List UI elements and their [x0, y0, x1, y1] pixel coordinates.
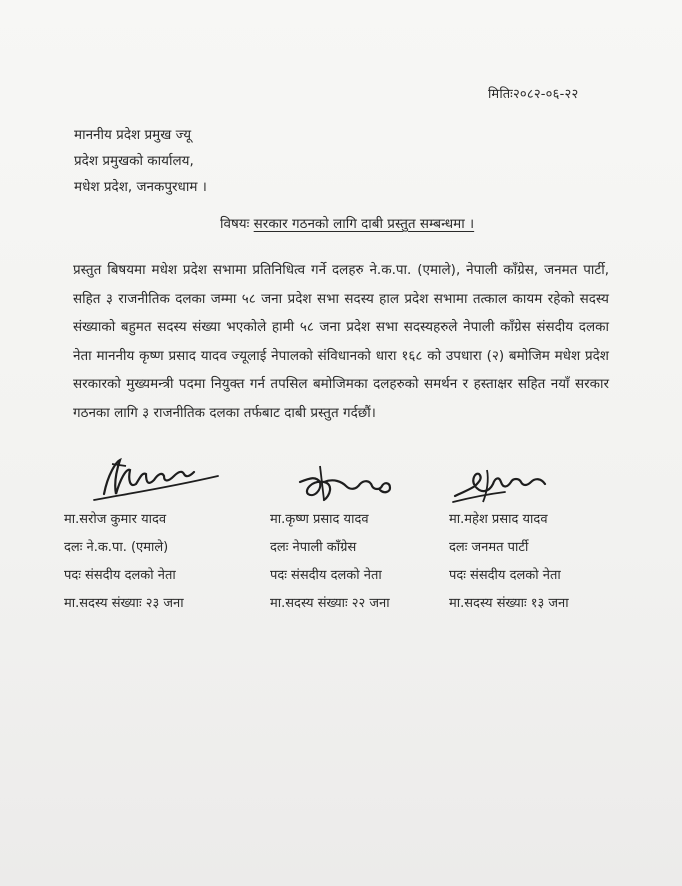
signatory-block	[64, 458, 184, 618]
recipient-line: माननीय प्रदेश प्रमुख ज्यू	[74, 127, 192, 143]
signatory-block	[449, 458, 569, 618]
signatory-members: मा.सदस्य संख्याः २२ जना	[270, 596, 390, 611]
signatory-members: मा.सदस्य संख्याः २३ जना	[64, 596, 184, 611]
signatory-party: दलः जनमत पार्टी	[449, 540, 529, 555]
letter-body: प्रस्तुत बिषयमा मधेश प्रदेश सभामा प्रतिनिधित्व गर्ने दलहरु ने.क.पा. (एमाले), नेपाली काँग्रेस, जनमत पार्टी, सहित ३ राजनीतिक दलका जम्मा ५८ जना प्रदेश सभा सदस्य हाल प्रदेश सभामा तत्काल कायम रहेको सदस्य संख्याको बहुमत सदस्य संख्या भएकोले हामी ५८ जना प्रदेश सभा सदस्यहरुले नेपाली काँग्रेस संसदीय दलका नेता माननीय कृष्ण प्रसाद यादव ज्यूलाई नेपालको संविधानको धारा १६८ को उपधारा (२) बमोजिम मधेश प्रदेश सरकारको मुख्यमन्त्री पदमा नियुक्त गर्न तपसिल बमोजिमका दलहरुको समर्थन र हस्ताक्षर सहित नयाँ सरकार गठनका लागि ३ राजनीतिक दलका तर्फबाट दाबी प्रस्तुत गर्दछौं।	[73, 262, 609, 421]
signature-image	[449, 458, 569, 506]
signatory-party: दलः ने.क.पा. (एमाले)	[64, 540, 169, 555]
recipient-line: प्रदेश प्रमुखको कार्यालय,	[74, 153, 194, 169]
signatory-name: मा.महेश प्रसाद यादव	[449, 512, 548, 527]
recipient-line: मधेश प्रदेश, जनकपुरधाम ।	[74, 179, 207, 195]
signature-image	[270, 458, 390, 506]
signature-image	[64, 458, 184, 506]
subject-label: विषयः	[220, 216, 250, 232]
recipient-address	[74, 122, 207, 200]
letter-date: मितिः२०८२-०६-२२	[488, 87, 579, 102]
signatory-post: पदः संसदीय दलको नेता	[64, 568, 176, 583]
signatory-name: मा.सरोज कुमार यादव	[64, 512, 167, 527]
signatory-party: दलः नेपाली काँग्रेस	[270, 540, 357, 555]
subject-line	[220, 214, 474, 232]
subject-text: सरकार गठनको लागि दाबी प्रस्तुत सम्बन्धमा ।	[253, 216, 475, 232]
signatory-name: मा.कृष्ण प्रसाद यादव	[270, 512, 369, 527]
signatory-members: मा.सदस्य संख्याः १३ जना	[449, 596, 569, 611]
signatory-block	[270, 458, 390, 618]
signatory-post: पदः संसदीय दलको नेता	[449, 568, 561, 583]
signatory-post: पदः संसदीय दलको नेता	[270, 568, 382, 583]
